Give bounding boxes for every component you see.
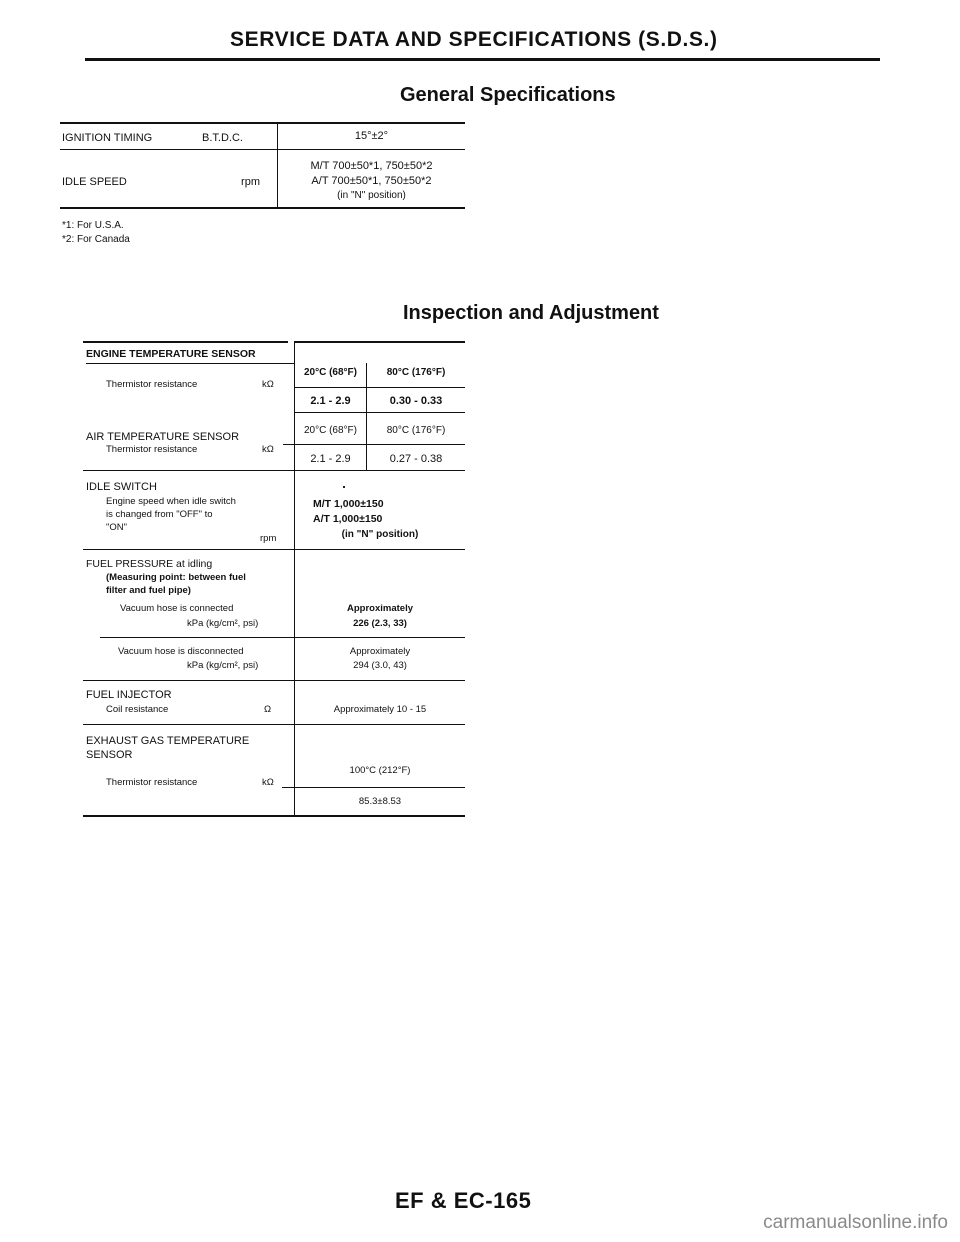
air-temp-cold-temp: 20°C (68°F) [303, 425, 357, 436]
header-rule [85, 58, 880, 61]
engine-temp-sensor-label: ENGINE TEMPERATURE SENSOR [86, 348, 256, 360]
idle-speed-unit: rpm [241, 176, 260, 188]
table-top-rule-right [295, 341, 465, 343]
fuel-pressure-measuring-point-line-2: filter and fuel pipe) [106, 585, 191, 596]
engine-temp-unit: kΩ [262, 379, 274, 390]
exhaust-gas-value: 85.3±8.53 [358, 796, 402, 807]
fuel-pressure-disconnected-label: Vacuum hose is disconnected [118, 646, 244, 657]
air-temp-hot-temp: 80°C (176°F) [386, 425, 446, 436]
fuel-injector-coil-resistance-label: Coil resistance [106, 704, 169, 715]
fuel-injector-value: Approximately 10 - 15 [333, 704, 427, 715]
fuel-pressure-label: FUEL PRESSURE at idling [86, 558, 213, 570]
footnote-canada: *2: For Canada [62, 234, 130, 245]
watermark-text: carmanualsonline.info [763, 1212, 948, 1233]
exhaust-gas-unit: kΩ [262, 777, 274, 788]
idle-speed-mt-value: M/T 700±50*1, 750±50*2 [310, 160, 433, 172]
section-divider [83, 470, 465, 471]
footnote-usa: *1: For U.S.A. [62, 220, 124, 231]
idle-switch-position-note: (in "N" position) [341, 529, 419, 540]
idle-speed-at-value: A/T 700±50*1, 750±50*2 [311, 175, 432, 187]
fuel-pressure-measuring-point-line-1: (Measuring point: between fuel [106, 572, 246, 583]
air-temp-thermistor-label: Thermistor resistance [106, 444, 198, 455]
air-temp-sensor-label: AIR TEMPERATURE SENSOR [86, 431, 240, 443]
engine-temp-hot-temp: 80°C (176°F) [386, 367, 446, 378]
ignition-timing-label: IGNITION TIMING [62, 132, 153, 144]
fuel-pressure-sub-divider [100, 637, 465, 638]
engine-temp-cold-value: 2.1 - 2.9 [310, 395, 351, 407]
section-divider [83, 549, 465, 550]
table-top-rule-left [83, 341, 288, 343]
ignition-timing-value: 15°±2° [354, 130, 389, 142]
table-bottom-rule [60, 207, 465, 209]
page-number-label: EF & EC-165 [395, 1188, 532, 1213]
page-header-title: SERVICE DATA AND SPECIFICATIONS (S.D.S.) [230, 28, 718, 51]
idle-switch-desc-line-3: "ON" [106, 522, 127, 533]
idle-switch-desc-line-1: Engine speed when idle switch [106, 496, 236, 507]
section-divider [83, 724, 465, 725]
idle-speed-label: IDLE SPEED [62, 176, 127, 188]
inspection-adjustment-title: Inspection and Adjustment [403, 302, 659, 324]
fuel-pressure-disconnected-unit: kPa (kg/cm², psi) [187, 660, 259, 671]
fuel-pressure-connected-unit: kPa (kg/cm², psi) [187, 618, 259, 629]
table-top-rule [60, 122, 465, 124]
section-divider [83, 680, 465, 681]
exhaust-gas-thermistor-label: Thermistor resistance [106, 777, 198, 788]
air-temp-value-rule [283, 444, 465, 445]
fuel-injector-label: FUEL INJECTOR [86, 689, 172, 701]
idle-switch-at-value: A/T 1,000±150 [313, 513, 383, 525]
ignition-timing-unit: B.T.D.C. [202, 132, 243, 144]
fuel-pressure-connected-label: Vacuum hose is connected [120, 603, 234, 614]
general-specifications-title: General Specifications [400, 84, 616, 106]
fuel-pressure-disconnected-approx: Approximately [349, 646, 411, 657]
fuel-pressure-connected-value: 226 (2.3, 33) [353, 618, 407, 629]
exhaust-gas-temp: 100°C (212°F) [349, 765, 411, 776]
idle-speed-position-note: (in "N" position) [337, 190, 406, 201]
table-bottom-rule [83, 815, 465, 817]
air-temp-unit: kΩ [262, 444, 274, 455]
engine-temp-bottom-rule [295, 412, 465, 413]
engine-temp-hot-value: 0.30 - 0.33 [389, 395, 443, 407]
idle-switch-desc-line-2: is changed from "OFF" to [106, 509, 213, 520]
fuel-pressure-disconnected-value: 294 (3.0, 43) [353, 660, 407, 671]
idle-switch-label: IDLE SWITCH [86, 481, 157, 493]
engine-temp-value-rule [295, 387, 465, 388]
idle-switch-unit: rpm [260, 533, 277, 544]
idle-switch-mt-value: M/T 1,000±150 [313, 498, 384, 510]
fuel-injector-unit: Ω [264, 704, 272, 715]
engine-temp-cold-temp: 20°C (68°F) [303, 367, 357, 378]
engine-temp-thermistor-label: Thermistor resistance [106, 379, 198, 390]
exhaust-gas-temp-sensor-label-line-2: SENSOR [86, 749, 133, 761]
air-temp-cold-value: 2.1 - 2.9 [310, 453, 351, 465]
engine-temp-label-underline [86, 363, 294, 364]
row-divider [60, 149, 465, 150]
exhaust-gas-value-rule [282, 787, 465, 788]
exhaust-gas-temp-sensor-label-line-1: EXHAUST GAS TEMPERATURE [86, 735, 250, 747]
air-temp-hot-value: 0.27 - 0.38 [389, 453, 443, 465]
print-speck [343, 486, 345, 488]
fuel-pressure-connected-approx: Approximately [347, 603, 413, 614]
